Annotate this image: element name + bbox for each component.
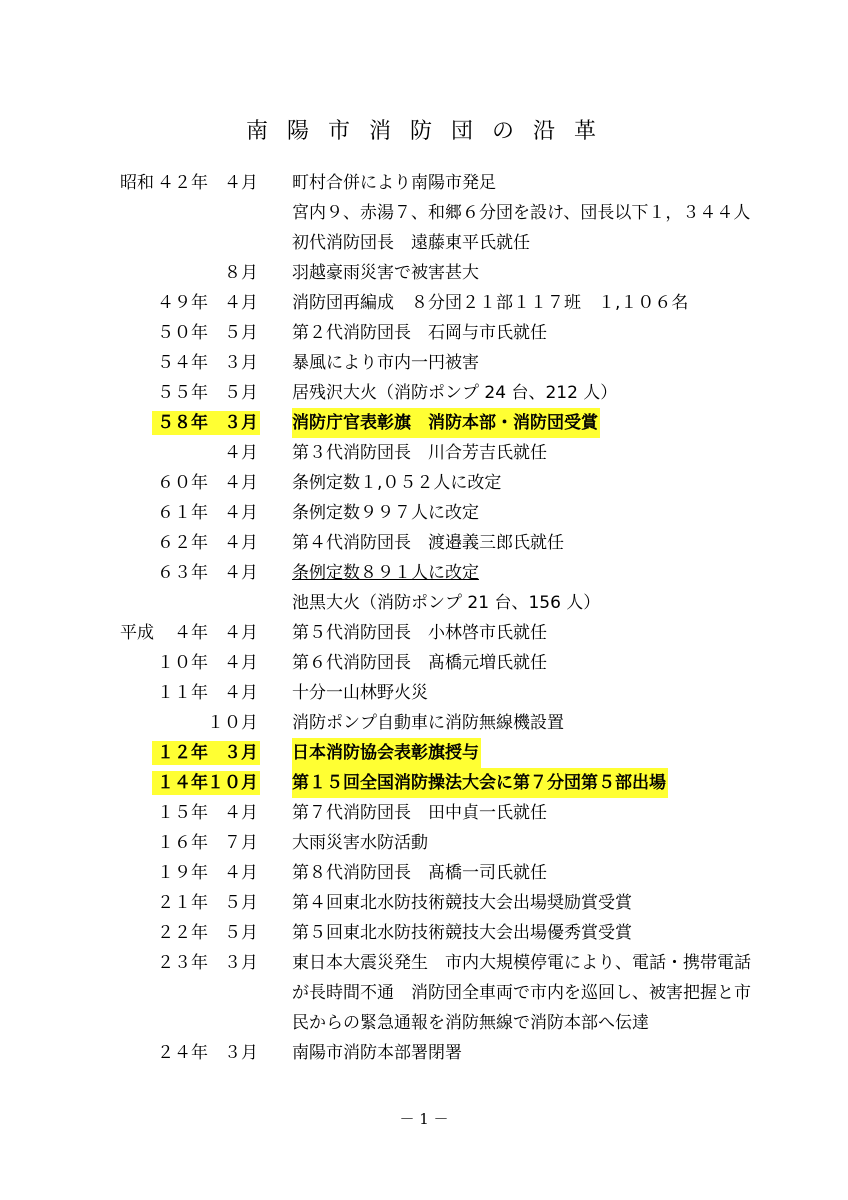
event-text: 南陽市消防本部署閉署: [292, 1043, 462, 1063]
event-text: 町村合併により南陽市発足: [292, 173, 496, 193]
year-label: １６年: [157, 833, 208, 853]
event-text: 第５代消防団長 小林啓市氏就任: [292, 623, 547, 643]
event-text: 第３代消防団長 川合芳吉氏就任: [292, 443, 547, 463]
year-label: ４２年: [157, 173, 208, 193]
event-text: 宮内９、赤湯７、和郷６分団を設け、団長以下１，３４４人: [292, 203, 751, 223]
history-row: [0, 678, 848, 708]
history-row: [0, 588, 848, 618]
event-text: 民からの緊急通報を消防無線で消防本部へ伝達: [292, 1013, 649, 1033]
year-label: ６３年: [157, 563, 208, 583]
month-label: ４月: [224, 533, 258, 553]
history-row: [0, 498, 848, 528]
month-label: ４月: [224, 863, 258, 883]
event-text: 第４代消防団長 渡邉義三郎氏就任: [292, 533, 564, 553]
event-text: 第１５回全国消防操法大会に第７分団第５部出場: [292, 768, 668, 798]
month-label: ５月: [224, 923, 258, 943]
event-text: 居残沢大火（消防ポンプ 24 台、212 人）: [292, 383, 618, 403]
history-row: [0, 558, 848, 588]
month-label: ５月: [224, 893, 258, 913]
document-title: 南 陽 市 消 防 団 の 沿 革: [246, 119, 602, 144]
month-label: ７月: [224, 833, 258, 853]
history-row: [0, 648, 848, 678]
month-label: ５月: [224, 323, 258, 343]
month-label: ４月: [224, 563, 258, 583]
event-text: 暴風により市内一円被害: [292, 353, 479, 373]
history-row: [0, 1008, 848, 1038]
history-row: [0, 348, 848, 378]
event-text: 第８代消防団長 髙橋一司氏就任: [292, 863, 547, 883]
history-row: [0, 948, 848, 978]
year-label: ６０年: [157, 473, 208, 493]
event-text: 十分一山林野火災: [292, 683, 428, 703]
year-label: １９年: [157, 863, 208, 883]
event-text: 第７代消防団長 田中貞一氏就任: [292, 803, 547, 823]
month-label: ５月: [224, 383, 258, 403]
page-number: － 1 －: [399, 1110, 449, 1128]
event-text: [292, 558, 479, 588]
event-text: 大雨災害水防活動: [292, 833, 428, 853]
event-text: 東日本大震災発生 市内大規模停電により、電話・携帯電話: [292, 953, 751, 973]
year-label: ２４年: [157, 1043, 208, 1063]
event-text: 日本消防協会表彰旗授与: [292, 738, 481, 768]
history-row: [0, 768, 848, 798]
event-text: 条例定数９９７人に改定: [292, 503, 479, 523]
history-row: [0, 468, 848, 498]
event-text: 第６代消防団長 髙橋元増氏就任: [292, 653, 547, 673]
year-label: ５４年: [157, 353, 208, 373]
month-label: １０月: [207, 773, 258, 793]
history-row: [0, 168, 848, 198]
history-row: [0, 528, 848, 558]
history-row: [0, 198, 848, 228]
event-text: 消防団再編成 ８分団２１部１１７班 １,１０６名: [292, 293, 689, 313]
history-row: [0, 798, 848, 828]
event-text: 第４回東北水防技術競技大会出場奨励賞受賞: [292, 893, 632, 913]
year-label: ５５年: [157, 383, 208, 403]
month-label: ８月: [224, 263, 258, 283]
history-row: [0, 708, 848, 738]
history-row: [0, 918, 848, 948]
month-label: ３月: [224, 1043, 258, 1063]
year-label: ５８年: [157, 413, 208, 433]
event-text: 消防庁官表彰旗 消防本部・消防団受賞: [292, 408, 600, 438]
event-text: 条例定数１,０５２人に改定: [292, 473, 502, 493]
month-label: ４月: [224, 293, 258, 313]
history-row: [0, 228, 848, 258]
year-label: １０年: [157, 653, 208, 673]
event-text-content: 条例定数８９１人に改定: [292, 563, 479, 583]
event-text: 池黒大火（消防ポンプ 21 台、156 人）: [292, 593, 601, 613]
history-row: [0, 738, 848, 768]
year-label: ４年: [174, 623, 208, 643]
month-label: ４月: [224, 803, 258, 823]
history-row: [0, 618, 848, 648]
year-label: １１年: [157, 683, 208, 703]
era-label: 昭和: [120, 173, 154, 193]
history-row: [0, 858, 848, 888]
month-label: ３月: [224, 953, 258, 973]
history-row: [0, 318, 848, 348]
history-row: [0, 438, 848, 468]
month-label: ４月: [224, 473, 258, 493]
month-label: １０月: [207, 713, 258, 733]
month-label: ３月: [224, 413, 258, 433]
month-label: ４月: [224, 623, 258, 643]
history-row: [0, 828, 848, 858]
event-text: が長時間不通 消防団全車両で市内を巡回し、被害把握と市: [292, 983, 751, 1003]
year-label: １２年: [157, 743, 208, 763]
year-label: １４年: [157, 773, 208, 793]
year-label: ２２年: [157, 923, 208, 943]
history-row: [0, 378, 848, 408]
year-label: ４９年: [157, 293, 208, 313]
month-label: ４月: [224, 173, 258, 193]
month-label: ４月: [224, 653, 258, 673]
history-row: [0, 1038, 848, 1068]
month-label: ４月: [224, 443, 258, 463]
event-text: 消防ポンプ自動車に消防無線機設置: [292, 713, 564, 733]
history-row: [0, 408, 848, 438]
month-label: ３月: [224, 743, 258, 763]
month-label: ３月: [224, 353, 258, 373]
event-text: 第５回東北水防技術競技大会出場優秀賞受賞: [292, 923, 632, 943]
year-label: ６１年: [157, 503, 208, 523]
month-label: ４月: [224, 503, 258, 523]
event-text: 羽越豪雨災害で被害甚大: [292, 263, 479, 283]
era-label: 平成: [120, 623, 154, 643]
year-label: ５０年: [157, 323, 208, 343]
history-row: [0, 978, 848, 1008]
event-text: 初代消防団長 遠藤東平氏就任: [292, 233, 530, 253]
event-text: 第２代消防団長 石岡与市氏就任: [292, 323, 547, 343]
year-label: ６２年: [157, 533, 208, 553]
year-label: １５年: [157, 803, 208, 823]
month-label: ４月: [224, 683, 258, 703]
year-label: ２１年: [157, 893, 208, 913]
year-label: ２３年: [157, 953, 208, 973]
history-row: [0, 288, 848, 318]
history-row: [0, 258, 848, 288]
history-row: [0, 888, 848, 918]
